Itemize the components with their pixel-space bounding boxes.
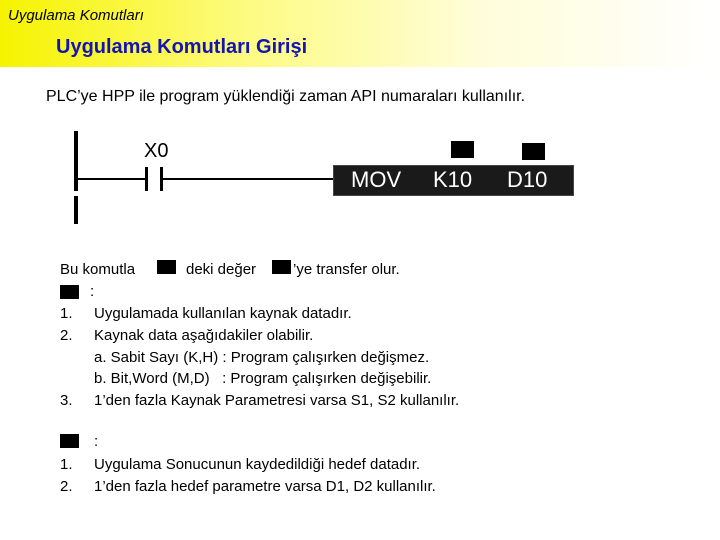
list-subitem: a. Sabit Sayı (K,H) : Program çalışırken değişmez. <box>94 349 430 366</box>
intro-text: PLC’ye HPP ile program yüklendiği zaman API numaraları kullanılır. <box>46 88 526 105</box>
list-item: 1’den fazla Kaynak Parametresi varsa S1, S2 kullanılır. <box>94 392 460 409</box>
contact-label: X0 <box>144 140 169 162</box>
rung-wire-left <box>78 178 145 180</box>
left-power-rail <box>74 131 78 191</box>
description-suffix: ’ye transfer olur. <box>293 261 400 278</box>
source-marker-icon <box>157 260 176 274</box>
list-number: 2. <box>60 327 73 344</box>
list-subitem: b. Bit,Word (M,D) : Program çalışırken değişebilir. <box>94 370 432 387</box>
instruction-destination: D10 <box>507 167 548 192</box>
left-power-rail-lower <box>74 196 78 224</box>
contact-plate-left <box>145 167 148 191</box>
rung-wire-right <box>163 178 333 180</box>
description-middle: deki değer <box>186 261 257 278</box>
list-number: 3. <box>60 392 73 409</box>
source-marker-icon <box>451 141 474 158</box>
source-colon: : <box>90 283 95 300</box>
list-number: 1. <box>60 305 73 322</box>
destination-marker-icon <box>522 143 545 160</box>
destination-marker-icon <box>272 260 291 274</box>
description-prefix: Bu komutla <box>60 261 136 278</box>
list-item: Uygulamada kullanılan kaynak datadır. <box>94 305 352 322</box>
list-number: 2. <box>60 478 73 495</box>
list-number: 1. <box>60 456 73 473</box>
list-item: Uygulama Sonucunun kaydedildiği hedef datadır. <box>94 456 421 473</box>
instruction-mnemonic: MOV <box>351 167 402 192</box>
source-marker-icon <box>60 285 79 299</box>
destination-colon: : <box>94 433 99 450</box>
instruction-source: K10 <box>433 167 473 192</box>
list-item: 1’den fazla hedef parametre varsa D1, D2 kullanılır. <box>94 478 436 495</box>
destination-marker-icon <box>60 434 79 448</box>
list-item: Kaynak data aşağıdakiler olabilir. <box>94 327 314 344</box>
page-title: Uygulama Komutları Girişi <box>56 36 308 58</box>
section-label: Uygulama Komutları <box>8 7 144 24</box>
